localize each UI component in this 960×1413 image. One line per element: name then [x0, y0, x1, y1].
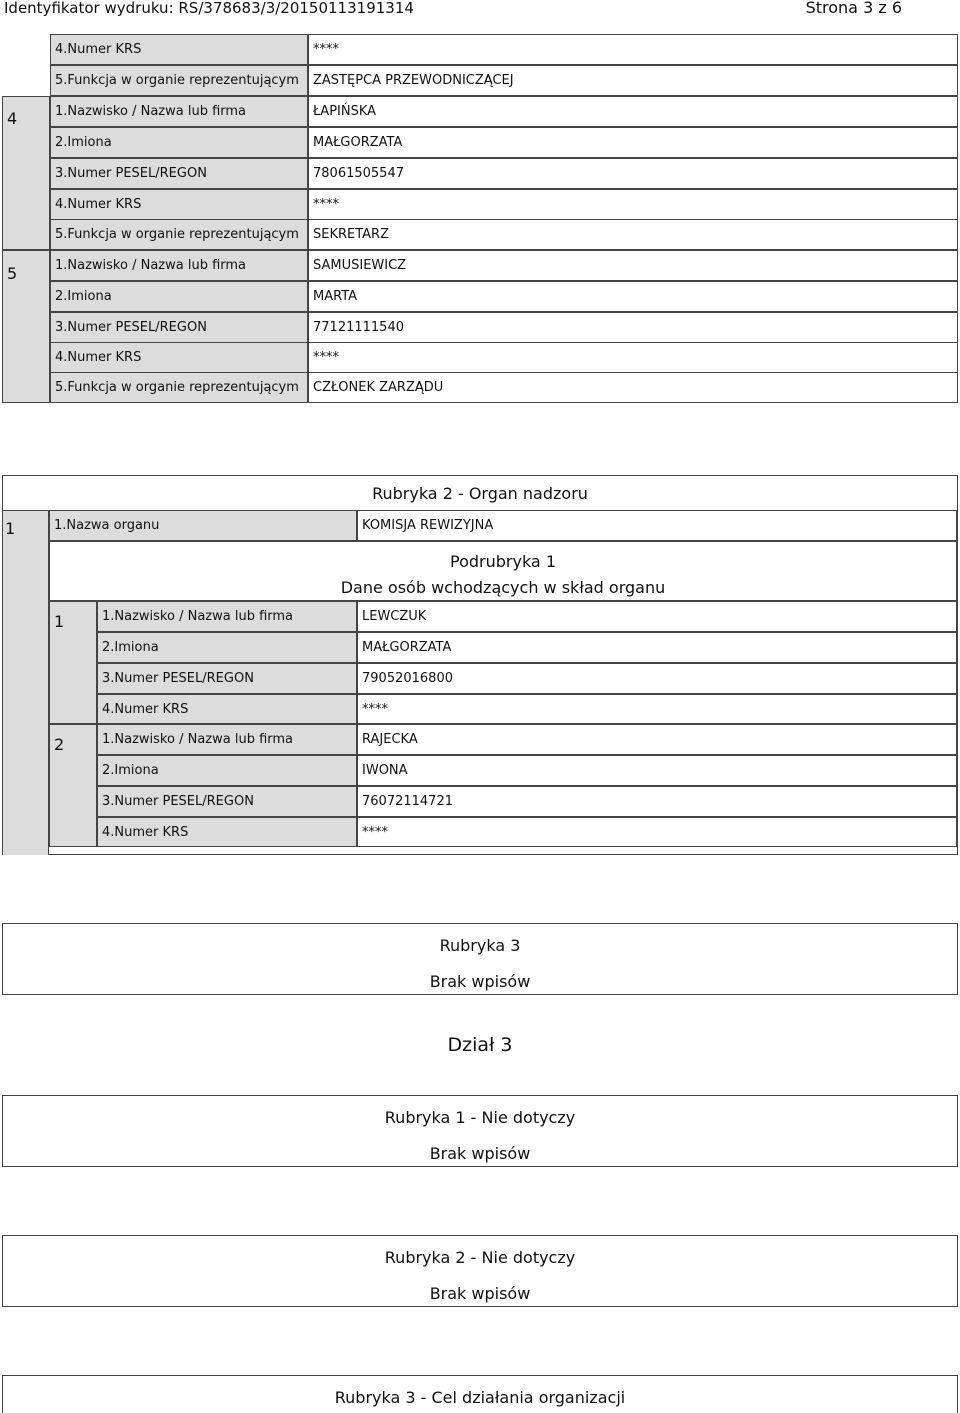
page-number: Strona 3 z 6	[805, 0, 902, 17]
rubryka3-box	[2, 923, 958, 995]
row-value: 78061505547	[308, 158, 958, 189]
section-title: Rubryka 3	[439, 936, 521, 955]
table-row	[50, 219, 958, 250]
empty-note: Brak wpisów	[429, 972, 531, 991]
row-label: 4.Numer KRS	[50, 342, 308, 373]
row-label: 4.Numer KRS	[50, 34, 308, 65]
table-row	[50, 127, 958, 158]
d3-rubryka1-box	[2, 1095, 958, 1167]
subsection-header	[49, 541, 957, 601]
row-value: 77121111540	[308, 312, 958, 343]
person-number: 2	[54, 735, 65, 754]
subsection-subtitle: Dane osób wchodzących w skład organu	[340, 578, 666, 597]
row-label: 1.Nazwisko / Nazwa lub firma	[97, 601, 357, 632]
row-value: 79052016800	[357, 663, 957, 694]
empty-note: Brak wpisów	[429, 1144, 531, 1163]
row-label: 5.Funkcja w organie reprezentującym	[50, 65, 308, 96]
person-number-cell	[49, 601, 97, 724]
section-title: Rubryka 3 - Cel działania organizacji	[334, 1388, 626, 1407]
row-value: KOMISJA REWIZYJNA	[357, 510, 957, 541]
row-value: MAŁGORZATA	[357, 632, 957, 663]
row-value: ****	[308, 34, 958, 65]
organ-index-cell	[3, 510, 49, 855]
row-value: ŁAPIŃSKA	[308, 96, 958, 127]
row-value: MARTA	[308, 281, 958, 312]
row-label: 1.Nazwisko / Nazwa lub firma	[97, 724, 357, 755]
person-number-cell	[49, 724, 97, 847]
row-value: ****	[308, 189, 958, 220]
row-value: IWONA	[357, 755, 957, 786]
row-value: CZŁONEK ZARZĄDU	[308, 372, 958, 403]
row-label: 3.Numer PESEL/REGON	[97, 663, 357, 694]
table-row	[50, 189, 958, 220]
row-label: 1.Nazwisko / Nazwa lub firma	[50, 250, 308, 281]
organ-index: 1	[5, 519, 16, 538]
board-section	[2, 34, 958, 403]
table-row	[50, 158, 958, 189]
table-row	[50, 96, 958, 127]
row-label: 3.Numer PESEL/REGON	[50, 312, 308, 343]
d3-rubryka3-box	[2, 1375, 958, 1413]
row-value: RAJECKA	[357, 724, 957, 755]
row-label: 2.Imiona	[50, 281, 308, 312]
section-title: Rubryka 2 - Organ nadzoru	[372, 484, 588, 503]
table-row	[50, 281, 958, 312]
section-title: Rubryka 2 - Nie dotyczy	[384, 1248, 576, 1267]
row-label: 5.Funkcja w organie reprezentującym	[50, 372, 308, 403]
row-label: 4.Numer KRS	[50, 189, 308, 220]
row-label: 2.Imiona	[97, 755, 357, 786]
row-value: ****	[308, 342, 958, 373]
row-label: 4.Numer KRS	[97, 694, 357, 724]
row-label: 5.Funkcja w organie reprezentującym	[50, 219, 308, 250]
table-row	[50, 372, 958, 403]
row-value: SEKRETARZ	[308, 219, 958, 250]
row-label: 1.Nazwa organu	[49, 510, 357, 541]
d3-rubryka2-box	[2, 1235, 958, 1307]
row-label: 4.Numer KRS	[97, 817, 357, 847]
person-number: 1	[54, 612, 65, 631]
division-title: Dział 3	[447, 1034, 513, 1056]
member-number: 5	[7, 264, 18, 283]
section-title: Rubryka 1 - Nie dotyczy	[384, 1108, 576, 1127]
print-identifier: Identyfikator wydruku: RS/378683/3/20150113191314	[4, 0, 414, 17]
row-label: 2.Imiona	[97, 632, 357, 663]
row-value: ****	[357, 694, 957, 724]
table-row	[50, 34, 958, 65]
row-label: 1.Nazwisko / Nazwa lub firma	[50, 96, 308, 127]
row-label: 3.Numer PESEL/REGON	[97, 786, 357, 817]
member-number: 4	[7, 109, 18, 128]
row-value: MAŁGORZATA	[308, 127, 958, 158]
table-row	[50, 250, 958, 281]
member-number-cell	[2, 96, 50, 250]
table-row	[50, 312, 958, 343]
row-value: 76072114721	[357, 786, 957, 817]
table-row	[50, 342, 958, 373]
empty-note: Brak wpisów	[429, 1284, 531, 1303]
member-number-cell	[2, 250, 50, 403]
supervisory-section	[2, 475, 958, 855]
row-value: ZASTĘPCA PRZEWODNICZĄCEJ	[308, 65, 958, 96]
row-value: LEWCZUK	[357, 601, 957, 632]
row-value: ****	[357, 817, 957, 847]
subsection-title: Podrubryka 1	[450, 552, 556, 571]
row-value: SAMUSIEWICZ	[308, 250, 958, 281]
table-row	[50, 65, 958, 96]
row-label: 3.Numer PESEL/REGON	[50, 158, 308, 189]
row-label: 2.Imiona	[50, 127, 308, 158]
